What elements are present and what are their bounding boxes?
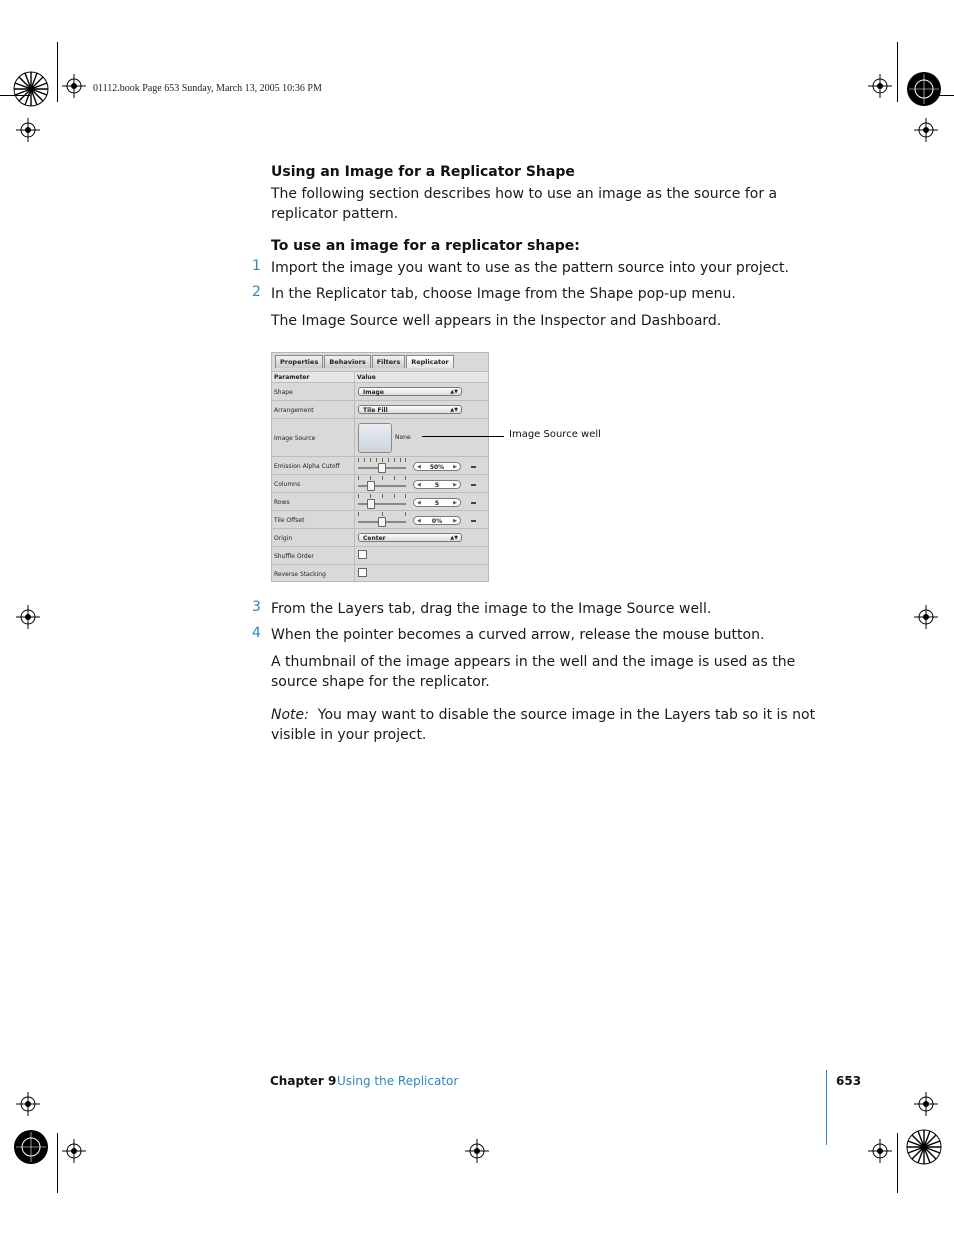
reset-minus-icon[interactable]: [471, 520, 476, 522]
step-result: The Image Source well appears in the Inspector and Dashboard.: [271, 313, 722, 329]
row-label: Reverse Stacking: [274, 571, 326, 578]
crop-mark: [57, 42, 58, 102]
tab-replicator[interactable]: Replicator: [406, 355, 454, 368]
inspector-tabs: [275, 355, 455, 368]
rows-field[interactable]: [413, 498, 461, 507]
crop-mark: [897, 1133, 898, 1193]
print-header: 01112.book Page 653 Sunday, March 13, 2005 10:36 PM: [93, 83, 322, 94]
columns-field[interactable]: [413, 480, 461, 489]
row-label: Emission Alpha Cutoff: [274, 463, 340, 470]
step-text: In the Replicator tab, choose Image from the Shape pop-up menu.: [271, 286, 736, 302]
callout-label: Image Source well: [509, 429, 601, 440]
reverse-stacking-checkbox[interactable]: [358, 568, 367, 577]
arrangement-popup[interactable]: [358, 405, 462, 414]
step-text: When the pointer becomes a curved arrow, release the mouse button.: [271, 627, 765, 643]
field-value: 0%: [431, 518, 443, 525]
slider-thumb[interactable]: [367, 499, 375, 509]
slider-ticks: [358, 512, 406, 516]
registration-dial-icon: [12, 1128, 50, 1166]
field-value: 50%: [429, 464, 445, 471]
emission-alpha-cutoff-field[interactable]: [413, 462, 461, 471]
tab-filters[interactable]: Filters: [372, 355, 406, 368]
row-label: Tile Offset: [274, 517, 305, 524]
tab-properties[interactable]: Properties: [275, 355, 323, 368]
slider-thumb[interactable]: [367, 481, 375, 491]
task-heading: To use an image for a replicator shape:: [271, 238, 580, 254]
slider-ticks: [358, 476, 406, 480]
tile-offset-field[interactable]: [413, 516, 461, 525]
increment-arrow-icon[interactable]: ▶: [453, 518, 457, 524]
step-text: From the Layers tab, drag the image to the Image Source well.: [271, 601, 712, 617]
field-value: 5: [434, 500, 440, 507]
popup-value: Center: [363, 535, 386, 542]
note-text: You may want to disable the source image in the Layers tab so it is not visible in your project.: [271, 707, 816, 743]
shuffle-order-checkbox[interactable]: [358, 550, 367, 559]
registration-dial-icon: [905, 70, 943, 108]
row-shuffle-order: [272, 546, 488, 565]
registration-starburst-icon: [905, 1128, 943, 1166]
popup-value: Tile Fill: [363, 407, 388, 414]
row-origin: [272, 528, 488, 547]
footer-divider: [826, 1070, 827, 1145]
step-number: 1: [252, 258, 261, 274]
slider-ticks: [358, 494, 406, 498]
step-number: 4: [252, 625, 261, 641]
registration-crosshair-icon: [868, 74, 892, 98]
section-intro: The following section describes how to use an image as the source for a replicator pattern.: [271, 186, 778, 222]
note-label: Note:: [271, 707, 309, 723]
header-value: Value: [357, 374, 376, 381]
footer-chapter-title: Using the Replicator: [337, 1074, 459, 1088]
row-label: Image Source: [274, 435, 316, 442]
row-label: Shape: [274, 389, 293, 396]
row-rows: [272, 492, 488, 511]
decrement-arrow-icon[interactable]: ◀: [417, 482, 421, 488]
registration-crosshair-icon: [16, 1092, 40, 1116]
reset-minus-icon[interactable]: [471, 502, 476, 504]
image-source-well[interactable]: [358, 423, 392, 453]
registration-starburst-icon: [12, 70, 50, 108]
slider-track[interactable]: [358, 503, 406, 505]
field-value: 5: [434, 482, 440, 489]
registration-crosshair-icon: [62, 1139, 86, 1163]
registration-crosshair-icon: [16, 118, 40, 142]
row-shape: [272, 382, 488, 401]
decrement-arrow-icon[interactable]: ◀: [417, 464, 421, 470]
step-number: 3: [252, 599, 261, 615]
footer-chapter: Chapter 9: [270, 1074, 337, 1088]
shape-popup[interactable]: [358, 387, 462, 396]
registration-crosshair-icon: [465, 1139, 489, 1163]
popup-value: Image: [363, 389, 384, 396]
callout-line: [422, 436, 504, 437]
step-number: 2: [252, 284, 261, 300]
reset-minus-icon[interactable]: [471, 484, 476, 486]
slider-ticks: [358, 458, 406, 462]
row-label: Shuffle Order: [274, 553, 314, 560]
section-heading: Using an Image for a Replicator Shape: [271, 164, 575, 180]
decrement-arrow-icon[interactable]: ◀: [417, 518, 421, 524]
registration-crosshair-icon: [914, 605, 938, 629]
registration-crosshair-icon: [914, 1092, 938, 1116]
crop-mark: [57, 1133, 58, 1193]
crop-mark: [897, 42, 898, 102]
row-label: Columns: [274, 481, 301, 488]
step-result: A thumbnail of the image appears in the well and the image is used as the source shape for the replicator.: [271, 654, 796, 690]
inspector-figure: [271, 352, 489, 582]
tab-behaviors[interactable]: Behaviors: [324, 355, 370, 368]
row-image-source: [272, 418, 488, 457]
registration-crosshair-icon: [62, 74, 86, 98]
header-parameter: Parameter: [274, 374, 310, 381]
row-label: Origin: [274, 535, 293, 542]
row-emission-alpha-cutoff: [272, 456, 488, 475]
row-reverse-stacking: [272, 564, 488, 581]
popup-arrows-icon: ▲▼: [450, 407, 458, 413]
slider-thumb[interactable]: [378, 463, 386, 473]
increment-arrow-icon[interactable]: ▶: [453, 464, 457, 470]
slider-thumb[interactable]: [378, 517, 386, 527]
note: [271, 705, 831, 745]
row-arrangement: [272, 400, 488, 419]
increment-arrow-icon[interactable]: ▶: [453, 500, 457, 506]
step-text: Import the image you want to use as the pattern source into your project.: [271, 260, 789, 276]
popup-arrows-icon: ▲▼: [450, 535, 458, 541]
origin-popup[interactable]: [358, 533, 462, 542]
registration-crosshair-icon: [914, 118, 938, 142]
increment-arrow-icon[interactable]: ▶: [453, 482, 457, 488]
popup-arrows-icon: ▲▼: [450, 389, 458, 395]
row-columns: [272, 474, 488, 493]
grid-header: [272, 371, 488, 382]
image-source-value: None: [395, 434, 411, 441]
decrement-arrow-icon[interactable]: ◀: [417, 500, 421, 506]
row-label: Arrangement: [274, 407, 314, 414]
reset-minus-icon[interactable]: [471, 466, 476, 468]
registration-crosshair-icon: [868, 1139, 892, 1163]
registration-crosshair-icon: [16, 605, 40, 629]
slider-track[interactable]: [358, 485, 406, 487]
row-tile-offset: [272, 510, 488, 529]
page-number: 653: [836, 1074, 862, 1088]
row-label: Rows: [274, 499, 290, 506]
